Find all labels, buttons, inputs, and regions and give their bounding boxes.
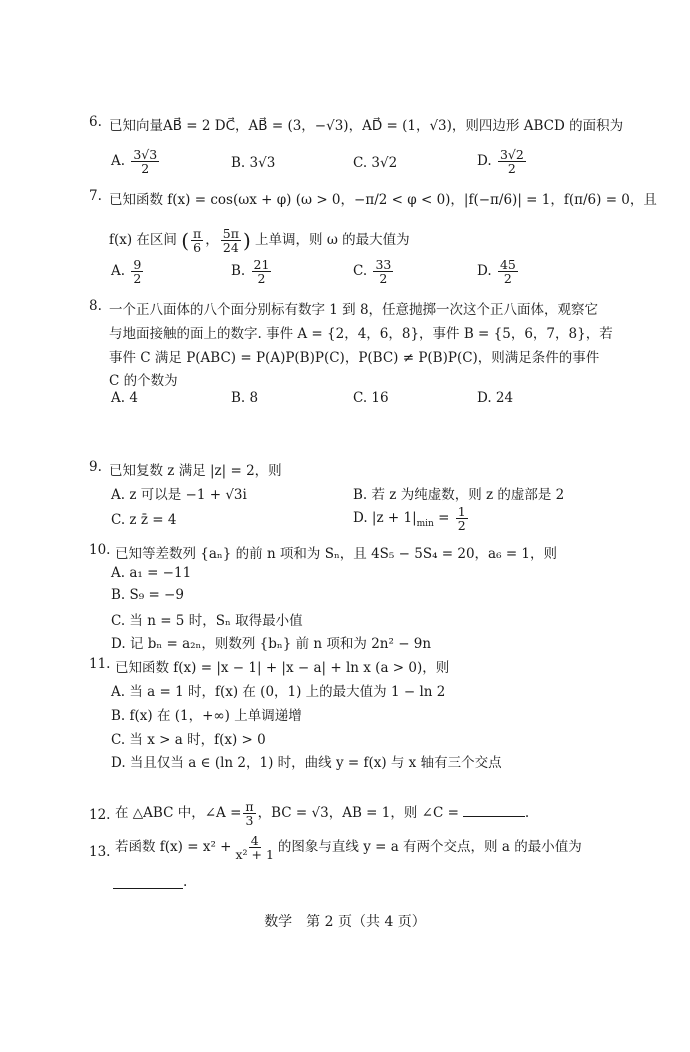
option-label: D.: [477, 263, 492, 280]
denominator: 6: [193, 240, 202, 256]
page-footer: 数学 第 2 页（共 4 页）: [264, 914, 426, 930]
option-a: [111, 148, 161, 175]
question-stem: 已知复数 z 满足 |z| = 2，则: [109, 463, 282, 479]
question-7-continuation: [0, 220, 690, 256]
question-number: 7.: [89, 188, 102, 204]
question-stem-line: 一个正八面体的八个面分别标有数字 1 到 8，任意抛掷一次这个正八面体，观察它: [109, 302, 599, 318]
denominator: 2: [257, 271, 266, 287]
denominator: x² + 1: [235, 847, 274, 863]
option-a: A. a₁ = −11: [111, 565, 192, 581]
stem-end: .: [183, 874, 188, 890]
stem-part: f(x) 在区间: [109, 232, 177, 249]
stem-part: 已知函数 f(x) = cos(ωx + φ): [109, 192, 292, 208]
subscript: min: [416, 518, 434, 529]
option-b: B. 3√3: [231, 155, 276, 171]
question-stem-line: C 的个数为: [109, 373, 178, 389]
numerator: 45: [499, 257, 516, 272]
fraction: [456, 505, 468, 532]
stem-part: 的图象与直线 y = a 有两个交点，则 a 的最小值为: [277, 839, 582, 856]
numerator: π: [245, 799, 254, 814]
question-stem: [115, 834, 582, 861]
option-label: A.: [111, 263, 126, 280]
denominator: 3: [245, 813, 254, 829]
option-c: C. 3√2: [353, 155, 398, 171]
denominator: 2: [141, 161, 150, 177]
question-stem: 已知向量AB⃗ = 2 DC⃗，AB⃗ = (3，−√3)，AD⃗ = (1，√3)，则四边形 ABCD 的面积为: [109, 118, 624, 134]
option-a: A. z 可以是 −1 + √3i: [111, 487, 247, 503]
denominator: 2: [503, 271, 512, 287]
question-7-options: [0, 256, 690, 290]
question-stem: 已知等差数列 {aₙ} 的前 n 项和为 Sₙ，且 4S₅ − 5S₄ = 20，a₆ = 1，则: [115, 546, 558, 562]
question-number: 9.: [89, 459, 102, 475]
fraction: [252, 258, 272, 285]
numerator: 4: [250, 833, 259, 848]
answer-blank: [463, 804, 525, 817]
option-c: C. 当 n = 5 时，Sₙ 取得最小值: [111, 613, 303, 629]
question-number: 6.: [89, 114, 102, 130]
question-number: 13.: [89, 844, 111, 860]
question-stem-line: 事件 C 满足 P(ABC) = P(A)P(B)P(C)，P(BC) ≠ P(B)P(C)，则满足条件的事件: [109, 350, 600, 366]
numerator: 3√2: [499, 147, 524, 162]
fraction: [221, 227, 241, 254]
option-b: B. S₉ = −9: [111, 587, 184, 603]
option-d: [477, 148, 528, 175]
paren: (: [181, 228, 190, 253]
option-a: [111, 258, 145, 285]
numerator: 3√3: [133, 147, 158, 162]
option-label: A.: [111, 153, 126, 170]
denominator: 2: [507, 161, 516, 177]
option-text: D. |z + 1|: [353, 510, 417, 527]
stem-part: 在 △ABC 中，∠A =: [115, 805, 242, 822]
question-9-options-cd: [0, 502, 690, 536]
question-number: 10.: [89, 542, 111, 558]
numerator: π: [193, 226, 202, 241]
option-b: [231, 258, 273, 285]
fraction: [191, 227, 203, 254]
stem-continuation: f(x) 在区间 ( $\frac{\pi}{6}$ ， $\frac{5\pi}{24}$ ) 上单调，则 ω 的最大值为: [109, 226, 410, 256]
option-d: D. 当且仅当 a ∈ (ln 2，1) 时，曲线 y = f(x) 与 x 轴有三个交点: [111, 755, 502, 771]
question-stem-line: 与地面接触的面上的数字. 事件 A = {2，4，6，8}，事件 B = {5，6，7，8}，若: [109, 326, 613, 342]
option-a: A. 当 a = 1 时，f(x) 在 (0，1) 上的最大值为 1 − ln 2: [111, 684, 446, 700]
option-a: A. 4: [111, 390, 138, 406]
question-stem: [109, 188, 657, 208]
option-d: [353, 505, 470, 532]
option-b: B. 8: [231, 390, 259, 406]
question-number: 12.: [89, 807, 111, 823]
option-c: [353, 258, 395, 285]
option-label: C.: [353, 263, 368, 280]
fraction: [498, 258, 518, 285]
option-d: [477, 258, 520, 285]
numerator: 33: [375, 257, 392, 272]
question-stem: 已知函数 f(x) = |x − 1| + |x − a| + ln x (a > 0)，则: [115, 660, 450, 676]
question-stem: [115, 800, 529, 827]
fraction: [131, 148, 159, 175]
option-label: B.: [231, 263, 246, 280]
option-d: D. 记 bₙ = a₂ₙ，则数列 {bₙ} 前 n 项和为 2n² − 9n: [111, 636, 432, 652]
question-6-options: [0, 142, 690, 177]
fraction: [373, 258, 393, 285]
paren: ): [242, 228, 251, 253]
fraction: [498, 148, 526, 175]
numerator: 5π: [222, 226, 239, 241]
question-12: [0, 798, 690, 832]
option-b: B. f(x) 在 (1，+∞) 上单调递增: [111, 708, 302, 724]
denominator: 2: [379, 271, 388, 287]
option-label: D.: [477, 153, 492, 170]
stem-part: 上单调，则 ω 的最大值为: [255, 232, 410, 249]
option-b: B. 若 z 为纯虚数，则 z 的虚部是 2: [353, 487, 565, 503]
option-c: C. z z̄ = 4: [111, 512, 177, 528]
fraction: [233, 834, 275, 861]
numerator: 1: [457, 504, 466, 519]
denominator: 24: [222, 240, 239, 256]
question-13: [0, 832, 690, 872]
stem-end: .: [524, 805, 530, 822]
option-c: C. 当 x > a 时，f(x) > 0: [111, 732, 266, 748]
stem-part: 若函数 f(x) = x² +: [115, 839, 232, 856]
question-number: 11.: [89, 656, 111, 672]
stem-condition: (ω > 0，−π/2 < φ < 0)，|f(−π/6)| = 1，f(π/6) = 0，且: [295, 192, 657, 208]
option-d: D. 24: [477, 390, 514, 406]
denominator: 2: [133, 271, 142, 287]
answer-blank: [113, 876, 183, 889]
stem-part: ，BC = √3，AB = 1，则 ∠C =: [257, 805, 459, 822]
fraction: [243, 800, 255, 827]
numerator: 21: [253, 257, 270, 272]
numerator: 9: [133, 257, 142, 272]
question-number: 8.: [89, 298, 102, 314]
option-c: C. 16: [353, 390, 389, 406]
fraction: [131, 258, 143, 285]
denominator: 2: [457, 518, 466, 534]
equals: =: [433, 510, 454, 527]
